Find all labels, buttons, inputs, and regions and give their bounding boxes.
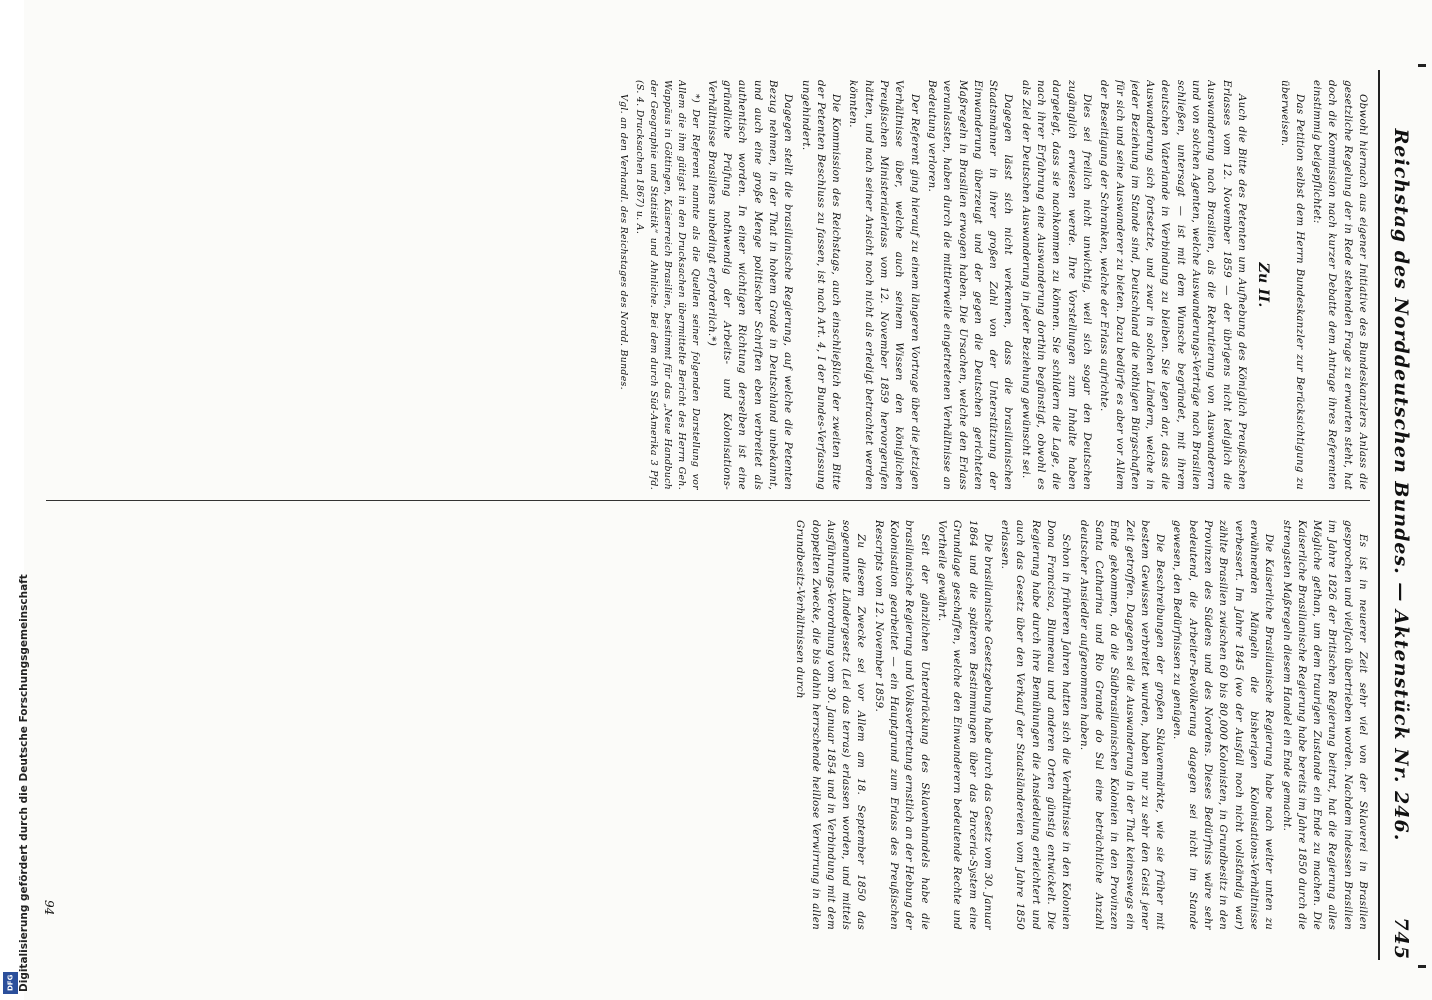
header-rule bbox=[1378, 70, 1380, 960]
right-paragraph: Die Beschreibungen der großen Sklavenmärkte, wie sie früher mit bestem Gewissen verbreitet wurden, haben nur zu sehr den Geist jener Zeit getroffen. Dagegen sei die Auswanderung in der That keineswegs ein Ende gekommen, da die Südbrasilianischen Kolonien in den Provinzen Santa Catharina und Rio Grande do Sul eine beträchtliche Anzahl deutscher Ansiedler aufgenommen haben. bbox=[1077, 520, 1166, 930]
column-divider bbox=[46, 500, 1370, 501]
left-paragraph: Das Petition selbst dem Herrn Bundeskanzler zur Berücksichtigung zu überweisen. bbox=[1278, 80, 1305, 490]
left-paragraph: Dagegen lässt sich nicht verkennen, dass die brasilianischen Staatsmänner in ihrer großen Zahl von der Unterstützung der Einwanderung überzeugt und der gegen die Deutschen gerichteten Maßregeln in Brasilien erwogen haben. Die Ursachen, welche den Erlass veranlassten, haben durch die mittlerweile eingetretenen Verhältnisse an Bedeutung verloren. bbox=[925, 80, 1014, 490]
right-paragraph: Die Kaiserliche Brasilianische Regierung habe nach weiter unten zu erwähnenden Mängeln die bisherigen Kolonisations-Verhältnisse verbessert. Im Jahre 1845 (wo der Ausfall noch nicht vollständig war) zählte Brasilien zwischen 60 bis 80,000 Kolonisten, in Grundbesitz in den Provinzen des Südens und des Nordens. Dieses Bedürfniss wäre sehr bedeutend, die Arbeiter-Bevölkerung dagegen sei nicht im Stande gewesen, den Bedürfnissen zu genügen. bbox=[1171, 520, 1275, 930]
left-paragraph: Auch die Bitte des Petenten um Aufhebung des Königlich Preußischen Erlasses vom 12. November 1859 — der übrigens nicht lediglich die Auswanderung nach Brasilien, als die Rekrutierung von Auswanderern und von solchen Agenten, welche Auswanderungs-Verträge nach Brasilien schließen, untersagt — ist mit dem Wunsche begründet, mit ihrem deutschen Vaterlande in Verbindung zu bleiben. Sie legen dar, dass die Auswanderung sich fortsetzte, und zwar in solchen Ländern, welche in jeder Beziehung im Stande sind, Deutschland die nöthigen Bürgschaften für sich und seine Auswanderer zu bieten. Dazu bedürfe es aber vor Allem der Beseitigung der Schranken, welche der Erlass aufrichte. bbox=[1098, 80, 1247, 490]
right-paragraph: Die brasilianische Gesetzgebung habe durch das Gesetz vom 30. Januar 1864 und die späteren Bestimmungen über das Parceria-System eine Grundlage geschaffen, welche den Einwanderern bedeutende Rechte und Vortheile gewährt. bbox=[935, 520, 993, 930]
left-paragraph: Obwohl hiernach aus eigener Initiative des Bundeskanzlers Anlass die gesetzliche Regelung der in Rede stehenden Frage zu erwarten steht, hat doch die Kommission nach kurzer Debatte dem Antrage ihres Referenten einstimmig beigepflichtet: bbox=[1311, 80, 1368, 490]
right-paragraph: Zu diesem Zwecke sei vor Allem am 18. September 1850 das sogenannte Ländergesetz (Lei das terras) erlassen worden, und mittels Ausführungs-Verordnung vom 30. Januar 1854 und in Verbindung mit dem doppelten Zwecke, die bis dahin herrschende heillose Verwirrung in allen Grundbesitz-Verhältnissen durch bbox=[794, 520, 867, 930]
digitization-note: Digitalisierung gefördert durch die Deutsche Forschungsgemeinschaft bbox=[18, 574, 30, 992]
header-title: Reichstag des Norddeutschen Bundes. — Aktenstück Nr. 246. bbox=[1390, 128, 1412, 842]
right-paragraph: Seit der gänzlichen Unterdrückung des Sklavenhandels habe die brasilianische Regierung und Volksvertretung ernstlich an der Hebung der Kolonisation gearbeitet — ein Hauptgrund zum Erlass des Preußischen Rescripts vom 12. November 1859. bbox=[872, 520, 930, 930]
page-header bbox=[1382, 70, 1412, 960]
footnote: Vgl. an den Verhandl. des Reichstages des Nordd. Bundes. bbox=[617, 94, 629, 390]
right-paragraph: Es ist in neuerer Zeit sehr viel von der Sklaverei in Brasilien gesprochen und vielfach übertrieben worden. Nachdem indessen Brasilien im Jahre 1826 der Britischen Regierung beitrat, hat die Regierung alles Mögliche gethan, um dem traurigen Zustande ein Ende zu machen. Die Kaiserliche Brasilianische Regierung habe bereits im Jahre 1850 durch die strengsten Maßregeln diesem Handel ein Ende gemacht. bbox=[1280, 520, 1368, 930]
left-paragraph: Dagegen stellt die brasilianische Regierung, auf welche die Petenten Bezug nehmen, in der That in hohem Grade in Deutschland unbekannt, und auch eine große Menge politischer Schriften eben verbreitet als authentisch worden. In einer wichtigen Richtung derselben ist eine gründliche Prüfung nothwendig der Arbeits- und Kolonisations-Verhältnisse Brasiliens unbedingt erforderlich.*) bbox=[705, 80, 794, 490]
rotated-document-page bbox=[6, 0, 1426, 1000]
dfg-logo-icon: DFG bbox=[3, 972, 18, 994]
left-column bbox=[66, 80, 1370, 490]
page-number: 745 bbox=[1390, 917, 1412, 960]
right-column bbox=[66, 520, 1370, 930]
left-paragraph: Der Referent ging hierauf zu einem längeren Vortrage über die jetzigen Verhältnisse über, welche auch seinem Wissen den königlichen Preußischen Ministerialerlass vom 12. November 1859 hervorgerufen hätten, und nach seiner Ansicht noch nicht als erledigt betrachtet werden könnten. bbox=[847, 80, 920, 490]
section-heading: Zu II. bbox=[1255, 262, 1272, 308]
footer-page-number: 94 bbox=[42, 900, 56, 916]
left-paragraph: Dies sei freilich nicht unwichtig, weil sich sogar den Deutschen zugänglich erwiesen werde. Ihre Vorstellungen zum Inhalte haben dargelegt, dass sie nachkommen zu können. Sie schildern die Lage, die nach ihrer Erfahrung eine Auswanderung dorthin begünstigt, obwohl es als Ziel der Deutschen Auswanderung in jeder Beziehung gewünscht sei. bbox=[1019, 80, 1092, 490]
right-paragraph: Schon in früheren Jahren hatten sich die Verhältnisse in den Kolonien Dona Francisca, Blumenau und anderen Orten günstig entwickelt. Die Regierung habe durch ihre Bemühungen die Ansiedelung erleichtert und auch das Gesetz über den Verkauf der Staatsländereien vom Jahre 1850 erlassen. bbox=[999, 520, 1072, 930]
scan-registration-mark bbox=[1418, 64, 1426, 67]
footnote: *) Der Referent nannte als die Quellen seiner folgenden Darstellung vor Allem die ihm gütigst in den Drucksachen übermittelte Bericht des Herrn Geh. Wappäus in Göttingen, Kaiserreich Brasilien, bestimmt für das „Neue Handbuch der Geographie und Statistik“ und Ahnliche. Bei dem durch Süd-Amerika 3 Pfd. (S. 4. Drucksachen 1867) u. A. bbox=[633, 80, 701, 490]
scan-registration-mark bbox=[1418, 965, 1426, 968]
left-paragraph: Die Kommission des Reichstags, auch einschließlich der zweiten Bitte der Petenten Beschluss zu fassen, ist nach Art. 4, I der Bundes-Verfassung ungehindert. bbox=[799, 80, 842, 490]
